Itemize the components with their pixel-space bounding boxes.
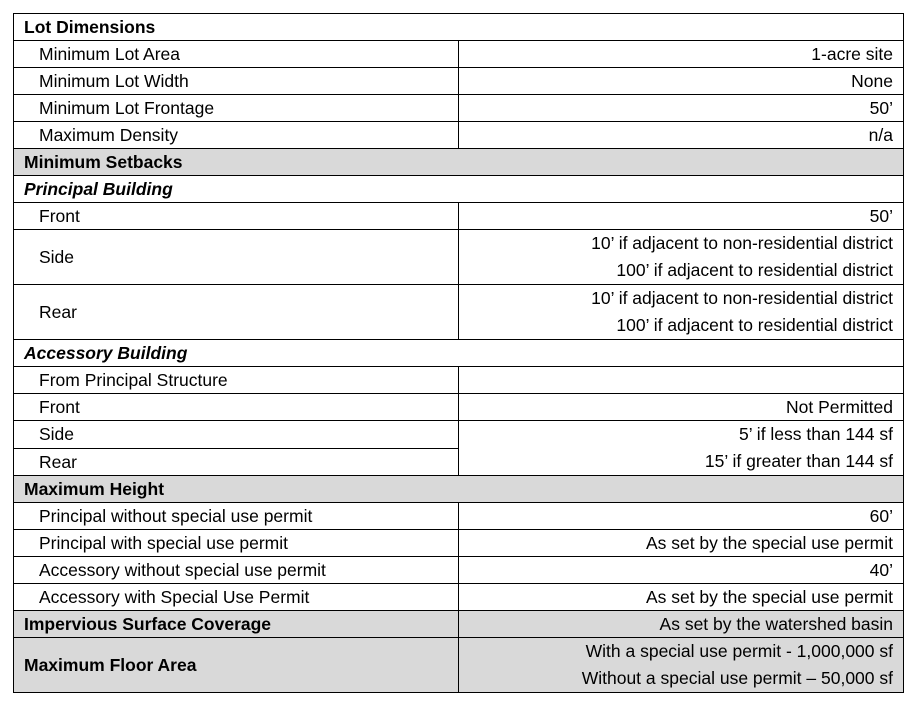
row-label: Principal without special use permit	[14, 503, 459, 530]
section-row-maximum-height	[14, 476, 904, 503]
row-value: 40’	[459, 557, 904, 584]
value-line: Without a special use permit – 50,000 sf	[581, 668, 893, 688]
table-row	[14, 530, 904, 557]
row-value	[459, 285, 904, 340]
row-value: As set by the watershed basin	[459, 611, 904, 638]
row-value: 50’	[459, 95, 904, 122]
row-label: Minimum Lot Area	[14, 41, 459, 68]
row-label: Front	[14, 394, 459, 421]
table-row	[14, 203, 904, 230]
section-header-minimum-setbacks: Minimum Setbacks	[14, 149, 904, 176]
value-line: 10’ if adjacent to non-residential district	[591, 288, 893, 308]
section-row-lot-dimensions	[14, 14, 904, 41]
row-value	[459, 367, 904, 394]
row-label: Rear	[14, 448, 459, 476]
row-value: As set by the special use permit	[459, 530, 904, 557]
row-label: From Principal Structure	[14, 367, 459, 394]
section-header-impervious-surface: Impervious Surface Coverage	[14, 611, 459, 638]
row-value: 1-acre site	[459, 41, 904, 68]
table-row	[14, 95, 904, 122]
table-row	[14, 584, 904, 611]
row-label: Side	[14, 230, 459, 285]
row-value: As set by the special use permit	[459, 584, 904, 611]
subsection-header-accessory-building: Accessory Building	[14, 340, 904, 367]
subsection-header-principal-building: Principal Building	[14, 176, 904, 203]
row-label: Principal with special use permit	[14, 530, 459, 557]
table-row	[14, 122, 904, 149]
row-value	[459, 421, 904, 476]
table-row	[14, 503, 904, 530]
value-line: 15’ if greater than 144 sf	[704, 451, 893, 471]
zoning-requirements-table	[13, 13, 904, 693]
row-value	[459, 638, 904, 693]
value-line: 5’ if less than 144 sf	[738, 424, 893, 444]
row-label: Minimum Lot Width	[14, 68, 459, 95]
row-value: 50’	[459, 203, 904, 230]
table-row	[14, 394, 904, 421]
table-row	[14, 41, 904, 68]
row-label: Minimum Lot Frontage	[14, 95, 459, 122]
value-line: With a special use permit - 1,000,000 sf	[585, 641, 893, 661]
row-value	[459, 230, 904, 285]
table-row	[14, 557, 904, 584]
subsection-row-principal-building	[14, 176, 904, 203]
row-value: n/a	[459, 122, 904, 149]
row-label: Front	[14, 203, 459, 230]
section-row-maximum-floor-area	[14, 638, 904, 693]
section-header-maximum-floor-area: Maximum Floor Area	[14, 638, 459, 693]
row-label: Accessory without special use permit	[14, 557, 459, 584]
row-value: 60’	[459, 503, 904, 530]
table-row	[14, 367, 904, 394]
section-header-lot-dimensions: Lot Dimensions	[14, 14, 904, 41]
row-label: Accessory with Special Use Permit	[14, 584, 459, 611]
value-line: 100’ if adjacent to residential district	[616, 260, 893, 280]
value-line: 100’ if adjacent to residential district	[616, 315, 893, 335]
table-row	[14, 421, 904, 449]
section-row-minimum-setbacks	[14, 149, 904, 176]
row-label: Rear	[14, 285, 459, 340]
row-label: Maximum Density	[14, 122, 459, 149]
row-value: Not Permitted	[459, 394, 904, 421]
value-line: 10’ if adjacent to non-residential district	[591, 233, 893, 253]
table-row	[14, 68, 904, 95]
table-row	[14, 230, 904, 285]
subsection-row-accessory-building	[14, 340, 904, 367]
table-row	[14, 285, 904, 340]
section-row-impervious-surface	[14, 611, 904, 638]
section-header-maximum-height: Maximum Height	[14, 476, 904, 503]
row-value: None	[459, 68, 904, 95]
row-label: Side	[14, 421, 459, 449]
